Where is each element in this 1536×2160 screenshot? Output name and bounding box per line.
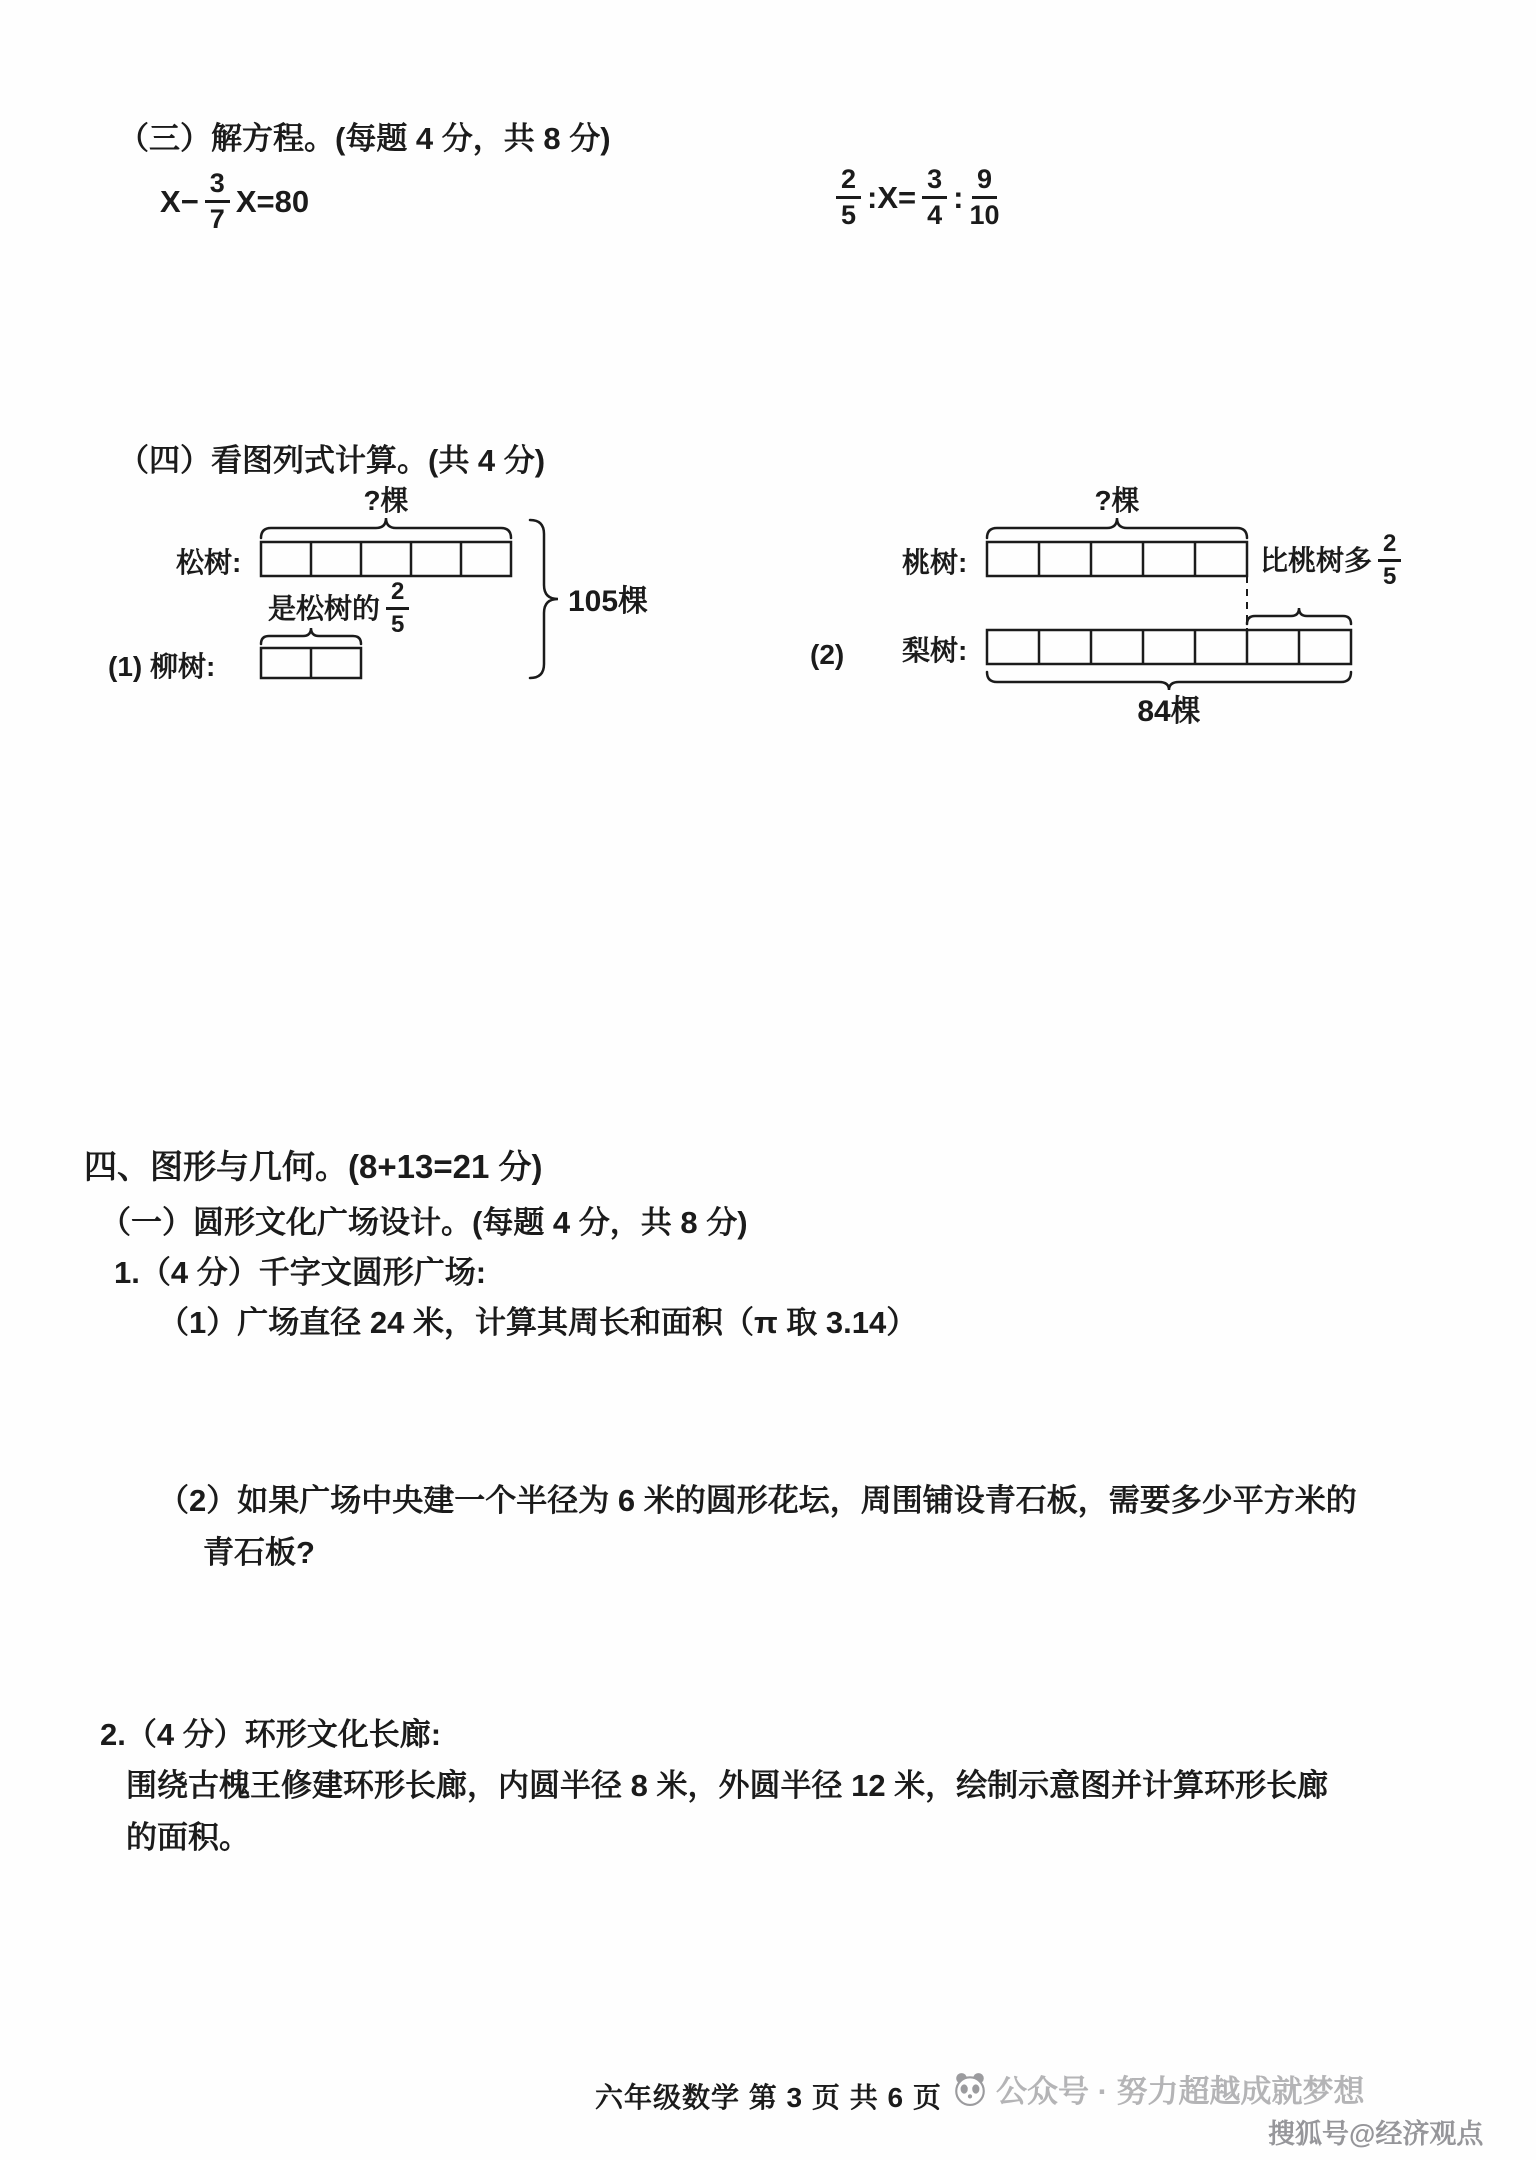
total-105-label: 105棵 <box>568 585 649 618</box>
pine-overbrace <box>261 518 511 538</box>
question2-title: 2.（4 分）环形文化长廊: <box>100 1717 442 1752</box>
fraction-numerator: 2 <box>386 580 409 610</box>
equation-1-lhs: X− <box>160 183 199 219</box>
fraction-3-7 <box>205 170 230 233</box>
pine-bar <box>261 542 511 576</box>
more-than-peach-label <box>1260 532 1407 589</box>
willow-row-label: (1) 柳树: <box>108 651 216 682</box>
total-right-brace <box>530 520 558 678</box>
fraction-denominator: 5 <box>391 611 405 638</box>
question1-part2-line1: （2）如果广场中央建一个半径为 6 米的圆形花坛，周围铺设青石板，需要多少平方米的 <box>158 1483 1357 1518</box>
footer-page-info: 六年级数学 第 3 页 共 6 页 <box>595 2082 942 2113</box>
peach-question-label: ?棵 <box>1094 485 1140 516</box>
ratio-fraction <box>386 580 409 637</box>
fraction-numerator: 2 <box>836 166 861 199</box>
question1-part2-line2: 青石板? <box>203 1535 315 1570</box>
pine-question-label: ?棵 <box>363 485 409 516</box>
peach-row-label: 桃树: <box>902 547 968 578</box>
pear-bar <box>987 630 1351 664</box>
bar-diagram-pine-willow <box>80 485 680 733</box>
extra-part-overbrace <box>1247 608 1351 624</box>
fraction-numerator: 3 <box>205 170 230 203</box>
more-text: 比桃树多 <box>1260 544 1373 576</box>
fraction-9-10 <box>970 166 1000 229</box>
fraction-numerator: 3 <box>922 166 947 199</box>
equation-1 <box>160 170 309 233</box>
ratio-text: 是松树的 <box>268 592 381 624</box>
fraction-numerator: 2 <box>1378 532 1401 562</box>
watermark-sohu: 搜狐号@经济观点 <box>1268 2119 1484 2149</box>
panda-logo-icon <box>952 2071 988 2107</box>
total-underbrace <box>987 672 1351 690</box>
peach-bar <box>987 542 1247 576</box>
question2-line2: 的面积。 <box>126 1820 250 1855</box>
bar-diagram-peach-pear <box>790 485 1480 748</box>
fraction-numerator: 9 <box>972 166 997 199</box>
pine-row-label: 松树: <box>176 547 242 578</box>
item-2-label: (2) <box>810 639 845 670</box>
section-geometry-title: 四、图形与几何。(8+13=21 分) <box>84 1148 543 1185</box>
fraction-3-4 <box>922 166 947 229</box>
question2-line1: 围绕古槐王修建环形长廊，内圆半径 8 米，外圆半径 12 米，绘制示意图并计算环形长廊 <box>126 1768 1329 1803</box>
geometry-sub1-title: （一）圆形文化广场设计。(每题 4 分，共 8 分) <box>100 1205 748 1240</box>
equation-2-mid1: :X= <box>867 179 917 215</box>
question1-part1: （1）广场直径 24 米，计算其周长和面积（π 取 3.14） <box>158 1305 918 1340</box>
equation-2-mid2: : <box>953 179 964 215</box>
fraction-denominator: 10 <box>969 200 1000 230</box>
fraction-denominator: 5 <box>1383 563 1397 590</box>
question1-title: 1.（4 分）千字文圆形广场: <box>114 1255 487 1290</box>
fraction-denominator: 5 <box>841 200 857 230</box>
total-84-label: 84棵 <box>1137 695 1201 728</box>
more-fraction <box>1378 532 1401 589</box>
willow-ratio-label <box>268 580 415 637</box>
peach-overbrace <box>987 518 1247 538</box>
watermark-account-text: 公众号 · 努力超越成就梦想 <box>996 2074 1365 2109</box>
watermark-account <box>952 2066 1365 2111</box>
pear-row-label: 梨树: <box>902 635 968 666</box>
fraction-denominator: 7 <box>209 204 225 234</box>
section-diagrams-title: （四）看图列式计算。(共 4 分) <box>118 443 546 478</box>
equation-2 <box>830 166 1006 229</box>
section-equations-title: （三）解方程。(每题 4 分，共 8 分) <box>118 121 611 156</box>
fraction-2-5 <box>836 166 861 229</box>
equation-1-rhs: X=80 <box>235 183 310 219</box>
fraction-denominator: 4 <box>927 200 943 230</box>
